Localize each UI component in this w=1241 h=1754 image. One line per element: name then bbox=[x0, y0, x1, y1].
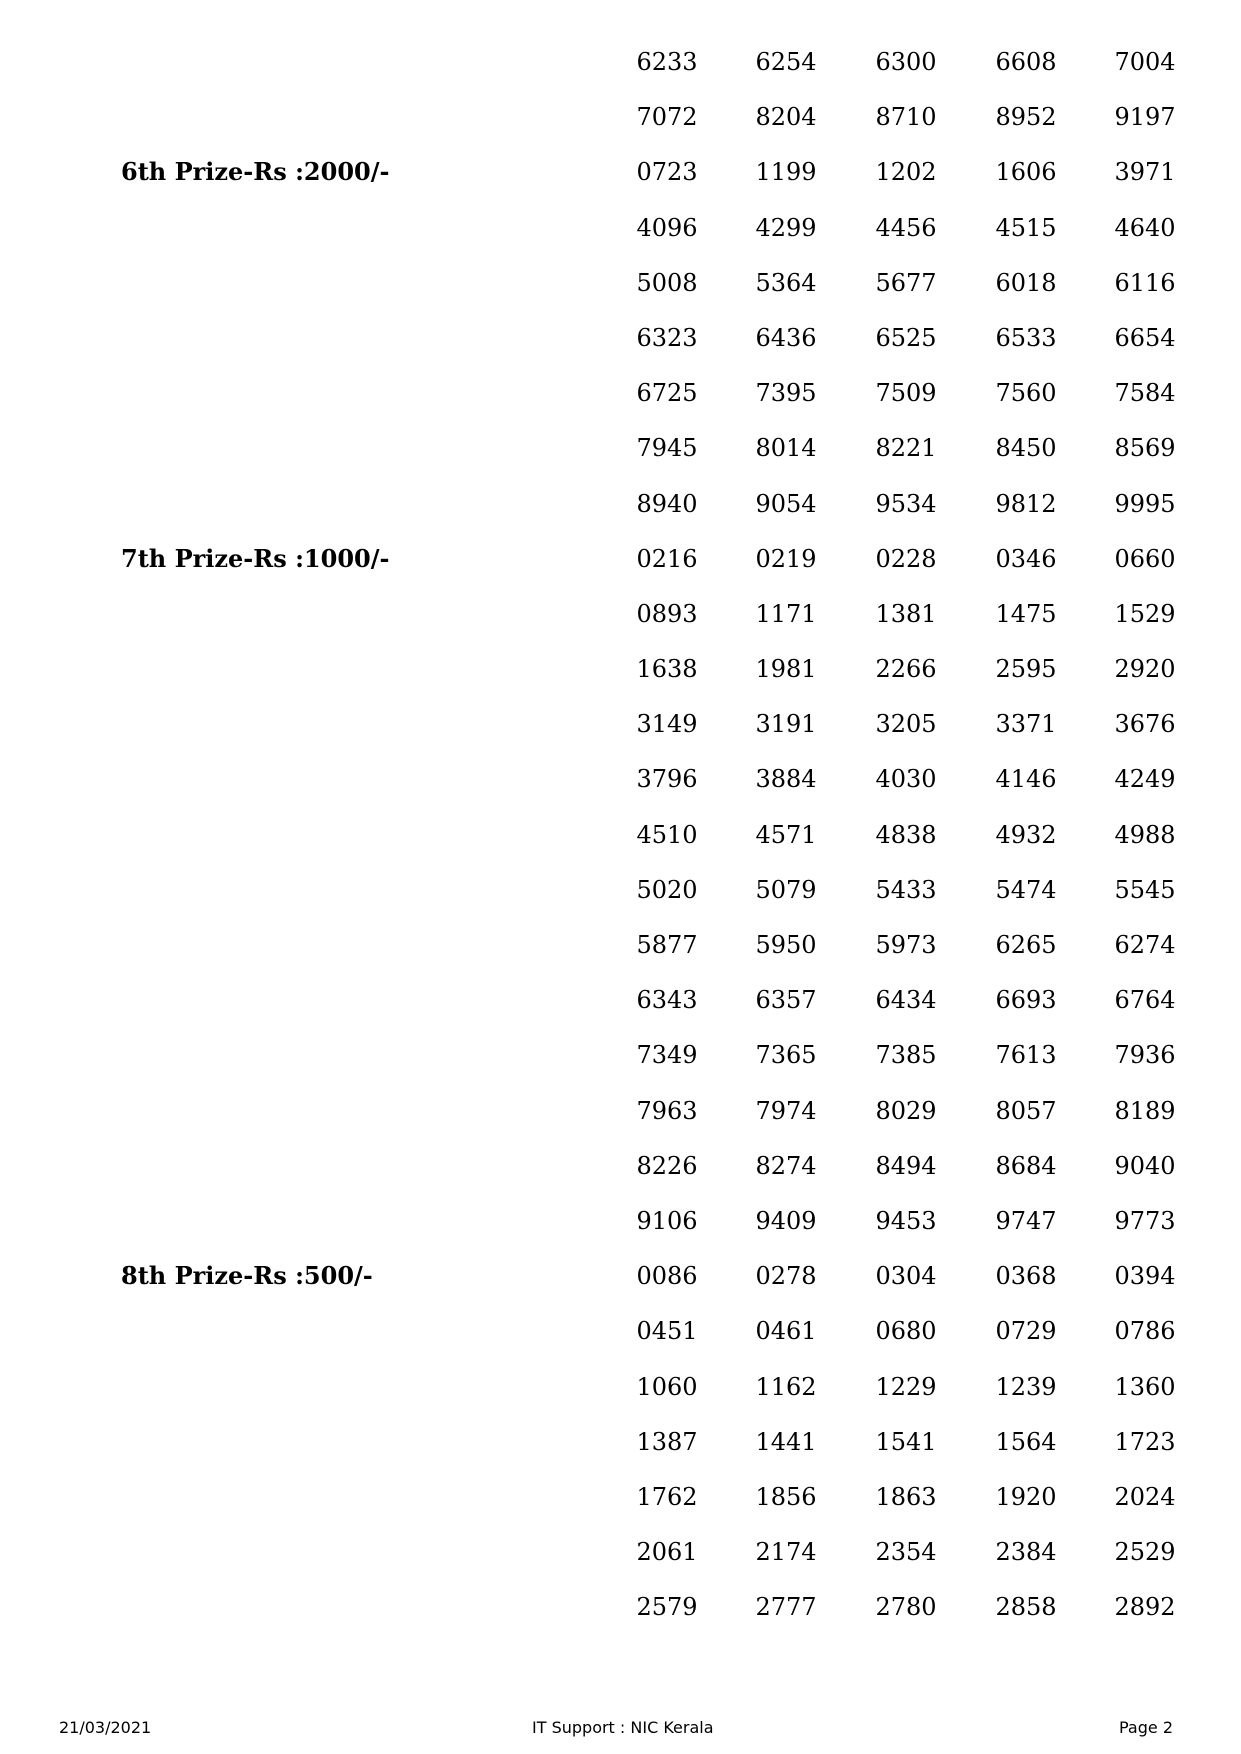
result-row bbox=[0, 1416, 1241, 1471]
ticket-number: 1920 bbox=[995, 1482, 1057, 1511]
ticket-number: 3191 bbox=[755, 710, 817, 739]
ticket-number: 1863 bbox=[875, 1482, 937, 1511]
ticket-number: 4988 bbox=[1114, 820, 1176, 849]
ticket-number: 5364 bbox=[755, 268, 817, 297]
ticket-number: 1723 bbox=[1114, 1427, 1176, 1456]
prize-label: 8th Prize-Rs :500/- bbox=[121, 1261, 373, 1291]
ticket-number: 2384 bbox=[995, 1538, 1057, 1567]
result-row bbox=[0, 422, 1241, 477]
ticket-number: 0786 bbox=[1114, 1317, 1176, 1346]
ticket-number: 6436 bbox=[755, 323, 817, 352]
ticket-number: 1441 bbox=[755, 1427, 817, 1456]
ticket-number: 6725 bbox=[636, 379, 698, 408]
ticket-number: 4299 bbox=[755, 213, 817, 242]
result-row bbox=[0, 533, 1241, 588]
ticket-number: 8710 bbox=[875, 103, 937, 132]
ticket-number: 9197 bbox=[1114, 103, 1176, 132]
ticket-number: 1381 bbox=[875, 599, 937, 628]
result-row bbox=[0, 1581, 1241, 1636]
ticket-number: 1981 bbox=[755, 655, 817, 684]
ticket-number: 1202 bbox=[875, 158, 937, 187]
ticket-number: 2595 bbox=[995, 655, 1057, 684]
ticket-number: 4030 bbox=[875, 765, 937, 794]
ticket-number: 4932 bbox=[995, 820, 1057, 849]
ticket-number: 8684 bbox=[995, 1151, 1057, 1180]
footer-support: IT Support : NIC Kerala bbox=[532, 1718, 714, 1737]
ticket-number: 6233 bbox=[636, 48, 698, 76]
ticket-number: 3676 bbox=[1114, 710, 1176, 739]
ticket-number: 7974 bbox=[755, 1096, 817, 1125]
ticket-number: 7613 bbox=[995, 1041, 1057, 1070]
ticket-number: 5079 bbox=[755, 875, 817, 904]
ticket-number: 5474 bbox=[995, 875, 1057, 904]
ticket-number: 0219 bbox=[755, 544, 817, 573]
ticket-number: 9040 bbox=[1114, 1151, 1176, 1180]
result-row bbox=[0, 1305, 1241, 1360]
ticket-number: 4456 bbox=[875, 213, 937, 242]
ticket-number: 7509 bbox=[875, 379, 937, 408]
ticket-number: 8226 bbox=[636, 1151, 698, 1180]
ticket-number: 2892 bbox=[1114, 1593, 1176, 1622]
ticket-number: 4571 bbox=[755, 820, 817, 849]
ticket-number: 3371 bbox=[995, 710, 1057, 739]
ticket-number: 8952 bbox=[995, 103, 1057, 132]
result-row bbox=[0, 1029, 1241, 1084]
ticket-number: 0086 bbox=[636, 1262, 698, 1291]
ticket-number: 6608 bbox=[995, 48, 1057, 76]
ticket-number: 0893 bbox=[636, 599, 698, 628]
prize-label: 7th Prize-Rs :1000/- bbox=[121, 543, 390, 573]
ticket-number: 1541 bbox=[875, 1427, 937, 1456]
ticket-number: 8494 bbox=[875, 1151, 937, 1180]
ticket-number: 0451 bbox=[636, 1317, 698, 1346]
ticket-number: 0228 bbox=[875, 544, 937, 573]
ticket-number: 4838 bbox=[875, 820, 937, 849]
ticket-number: 7365 bbox=[755, 1041, 817, 1070]
ticket-number: 2061 bbox=[636, 1538, 698, 1567]
ticket-number: 6265 bbox=[995, 931, 1057, 959]
ticket-number: 9453 bbox=[875, 1206, 937, 1235]
ticket-number: 6533 bbox=[995, 323, 1057, 352]
ticket-number: 4510 bbox=[636, 820, 698, 849]
ticket-number: 1162 bbox=[755, 1372, 817, 1401]
ticket-number: 8057 bbox=[995, 1096, 1057, 1125]
result-row bbox=[0, 91, 1241, 146]
ticket-number: 7349 bbox=[636, 1041, 698, 1070]
result-row bbox=[0, 1195, 1241, 1250]
ticket-number: 8450 bbox=[995, 434, 1057, 463]
ticket-number: 2777 bbox=[755, 1593, 817, 1622]
ticket-number: 6274 bbox=[1114, 931, 1176, 959]
result-row bbox=[0, 36, 1241, 91]
ticket-number: 8274 bbox=[755, 1151, 817, 1180]
ticket-number: 7385 bbox=[875, 1041, 937, 1070]
result-row bbox=[0, 1250, 1241, 1305]
footer-date: 21/03/2021 bbox=[59, 1718, 152, 1737]
ticket-number: 9534 bbox=[875, 489, 937, 518]
ticket-number: 0304 bbox=[875, 1262, 937, 1291]
ticket-number: 6018 bbox=[995, 268, 1057, 297]
ticket-number: 1564 bbox=[995, 1427, 1057, 1456]
ticket-number: 5877 bbox=[636, 931, 698, 959]
results-table bbox=[0, 36, 1241, 1636]
ticket-number: 6300 bbox=[875, 48, 937, 76]
ticket-number: 2266 bbox=[875, 655, 937, 684]
ticket-number: 9409 bbox=[755, 1206, 817, 1235]
result-row bbox=[0, 146, 1241, 201]
ticket-number: 6357 bbox=[755, 986, 817, 1015]
result-row bbox=[0, 478, 1241, 533]
ticket-number: 3796 bbox=[636, 765, 698, 794]
ticket-number: 7945 bbox=[636, 434, 698, 463]
ticket-number: 1475 bbox=[995, 599, 1057, 628]
ticket-number: 2920 bbox=[1114, 655, 1176, 684]
ticket-number: 2529 bbox=[1114, 1538, 1176, 1567]
ticket-number: 7560 bbox=[995, 379, 1057, 408]
ticket-number: 6434 bbox=[875, 986, 937, 1015]
ticket-number: 0461 bbox=[755, 1317, 817, 1346]
ticket-number: 3149 bbox=[636, 710, 698, 739]
result-row bbox=[0, 202, 1241, 257]
ticket-number: 1387 bbox=[636, 1427, 698, 1456]
ticket-number: 8940 bbox=[636, 489, 698, 518]
ticket-number: 2858 bbox=[995, 1593, 1057, 1622]
ticket-number: 9812 bbox=[995, 489, 1057, 518]
ticket-number: 0216 bbox=[636, 544, 698, 573]
prize-label: 6th Prize-Rs :2000/- bbox=[121, 157, 390, 187]
ticket-number: 1360 bbox=[1114, 1372, 1176, 1401]
ticket-number: 5008 bbox=[636, 268, 698, 297]
ticket-number: 5973 bbox=[875, 931, 937, 959]
ticket-number: 1606 bbox=[995, 158, 1057, 187]
ticket-number: 1762 bbox=[636, 1482, 698, 1511]
ticket-number: 5545 bbox=[1114, 875, 1176, 904]
result-row bbox=[0, 919, 1241, 974]
ticket-number: 9747 bbox=[995, 1206, 1057, 1235]
ticket-number: 2354 bbox=[875, 1538, 937, 1567]
ticket-number: 6764 bbox=[1114, 986, 1176, 1015]
ticket-number: 4640 bbox=[1114, 213, 1176, 242]
ticket-number: 1199 bbox=[755, 158, 817, 187]
result-row bbox=[0, 1140, 1241, 1195]
ticket-number: 0729 bbox=[995, 1317, 1057, 1346]
ticket-number: 7004 bbox=[1114, 48, 1176, 76]
ticket-number: 4096 bbox=[636, 213, 698, 242]
ticket-number: 1229 bbox=[875, 1372, 937, 1401]
result-row bbox=[0, 312, 1241, 367]
footer-page-number: Page 2 bbox=[1119, 1718, 1173, 1737]
ticket-number: 2174 bbox=[755, 1538, 817, 1567]
result-row bbox=[0, 257, 1241, 312]
ticket-number: 5020 bbox=[636, 875, 698, 904]
result-row bbox=[0, 809, 1241, 864]
ticket-number: 7072 bbox=[636, 103, 698, 132]
ticket-number: 9773 bbox=[1114, 1206, 1176, 1235]
ticket-number: 4249 bbox=[1114, 765, 1176, 794]
ticket-number: 1856 bbox=[755, 1482, 817, 1511]
ticket-number: 9054 bbox=[755, 489, 817, 518]
result-row bbox=[0, 367, 1241, 422]
ticket-number: 6343 bbox=[636, 986, 698, 1015]
ticket-number: 6654 bbox=[1114, 323, 1176, 352]
ticket-number: 4146 bbox=[995, 765, 1057, 794]
result-row bbox=[0, 753, 1241, 808]
ticket-number: 3205 bbox=[875, 710, 937, 739]
result-row bbox=[0, 698, 1241, 753]
ticket-number: 0680 bbox=[875, 1317, 937, 1346]
ticket-number: 7963 bbox=[636, 1096, 698, 1125]
ticket-number: 0660 bbox=[1114, 544, 1176, 573]
ticket-number: 0368 bbox=[995, 1262, 1057, 1291]
result-row bbox=[0, 643, 1241, 698]
ticket-number: 5433 bbox=[875, 875, 937, 904]
ticket-number: 3884 bbox=[755, 765, 817, 794]
ticket-number: 8029 bbox=[875, 1096, 937, 1125]
ticket-number: 7936 bbox=[1114, 1041, 1176, 1070]
ticket-number: 1529 bbox=[1114, 599, 1176, 628]
ticket-number: 0723 bbox=[636, 158, 698, 187]
ticket-number: 0278 bbox=[755, 1262, 817, 1291]
ticket-number: 7584 bbox=[1114, 379, 1176, 408]
result-row bbox=[0, 974, 1241, 1029]
ticket-number: 1171 bbox=[755, 599, 817, 628]
ticket-number: 3971 bbox=[1114, 158, 1176, 187]
result-row bbox=[0, 1526, 1241, 1581]
ticket-number: 2024 bbox=[1114, 1482, 1176, 1511]
ticket-number: 8189 bbox=[1114, 1096, 1176, 1125]
ticket-number: 6693 bbox=[995, 986, 1057, 1015]
result-row bbox=[0, 864, 1241, 919]
ticket-number: 6254 bbox=[755, 48, 817, 76]
ticket-number: 6525 bbox=[875, 323, 937, 352]
ticket-number: 8221 bbox=[875, 434, 937, 463]
ticket-number: 2579 bbox=[636, 1593, 698, 1622]
ticket-number: 2780 bbox=[875, 1593, 937, 1622]
ticket-number: 8204 bbox=[755, 103, 817, 132]
ticket-number: 8569 bbox=[1114, 434, 1176, 463]
ticket-number: 8014 bbox=[755, 434, 817, 463]
result-row bbox=[0, 1361, 1241, 1416]
ticket-number: 6116 bbox=[1114, 268, 1176, 297]
ticket-number: 6323 bbox=[636, 323, 698, 352]
ticket-number: 7395 bbox=[755, 379, 817, 408]
result-row bbox=[0, 588, 1241, 643]
ticket-number: 9106 bbox=[636, 1206, 698, 1235]
ticket-number: 5950 bbox=[755, 931, 817, 959]
ticket-number: 1060 bbox=[636, 1372, 698, 1401]
result-row bbox=[0, 1085, 1241, 1140]
ticket-number: 4515 bbox=[995, 213, 1057, 242]
ticket-number: 1638 bbox=[636, 655, 698, 684]
ticket-number: 0394 bbox=[1114, 1262, 1176, 1291]
ticket-number: 9995 bbox=[1114, 489, 1176, 518]
ticket-number: 0346 bbox=[995, 544, 1057, 573]
ticket-number: 5677 bbox=[875, 268, 937, 297]
ticket-number: 1239 bbox=[995, 1372, 1057, 1401]
result-row bbox=[0, 1471, 1241, 1526]
